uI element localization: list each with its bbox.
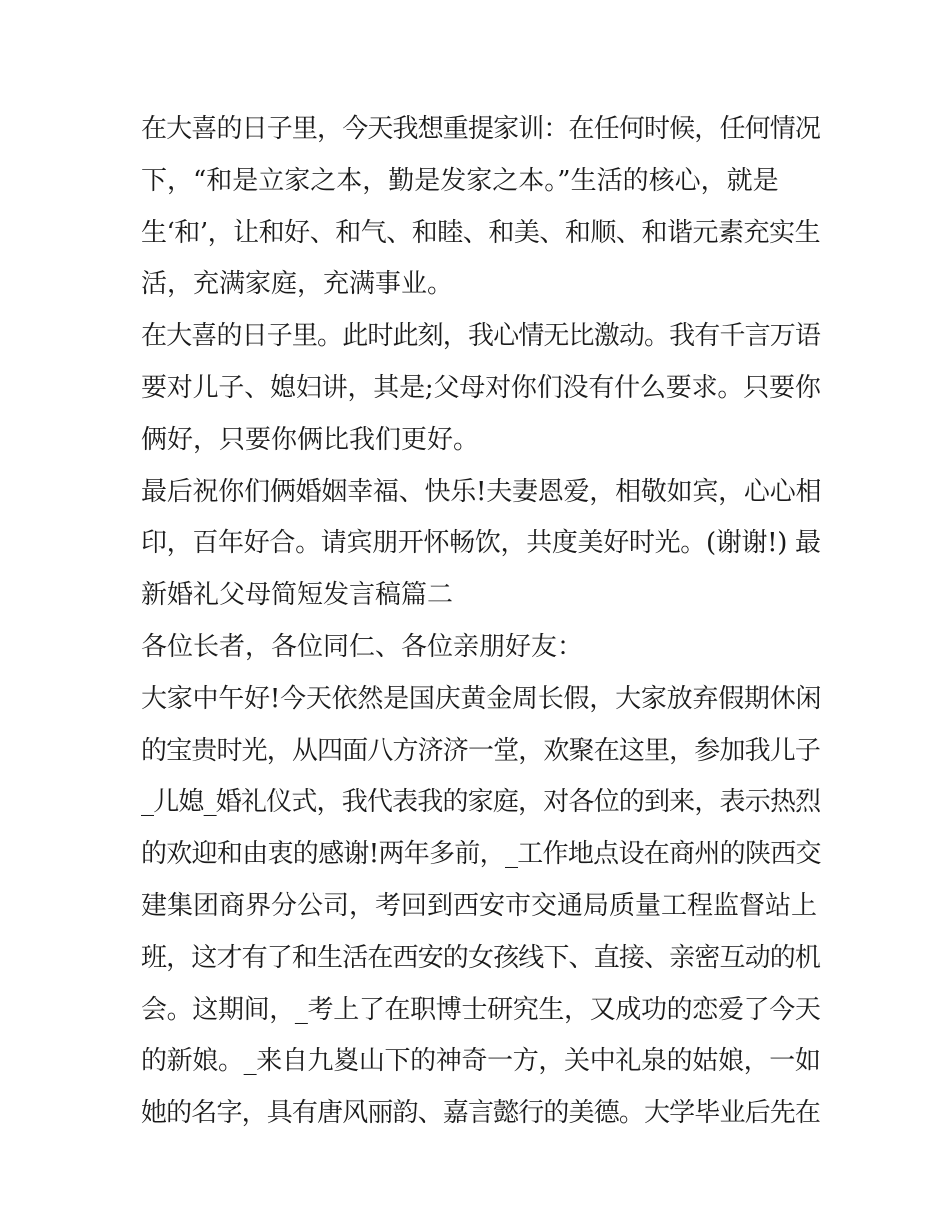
text-line-13: 的宝贵时光，从四面八方济济一堂，欢聚在这里，参加我儿子 (141, 735, 821, 766)
text-line-12: 大家中午好!今天依然是国庆黄金周长假，大家放弃假期休闲 (141, 683, 822, 714)
text-line-8: 最后祝你们俩婚姻幸福、快乐!夫妻恩爱，相敬如宾，心心相 (141, 476, 822, 507)
text-line-16: 建集团商界分公司，考回到西安市交通局质量工程监督站上 (141, 890, 818, 921)
text-line-14: _儿媳_婚礼仪式，我代表我的家庭，对各位的到来，表示热烈 (141, 787, 821, 818)
text-line-3: 生‘和’，让和好、和气、和睦、和美、和顺、和谐元素充实生 (141, 217, 821, 248)
section-heading: 新婚礼父母简短发言稿篇二 (141, 580, 454, 611)
text-line-1: 在大喜的日子里，今天我想重提家训：在任何时候，任何情况 (141, 114, 821, 144)
text-line-2: 下，“和是立家之本，勤是发家之本。”生活的核心，就是 (141, 165, 779, 196)
text-line-4: 活，充满家庭，充满事业。 (141, 269, 454, 300)
text-line-20: 她的名字，具有唐风丽韵、嘉言懿行的美德。大学毕业后先在 (141, 1098, 821, 1129)
text-line-18: 会。这期间，_考上了在职博士研究生，又成功的恋爱了今天 (141, 994, 821, 1025)
text-line-15: 的欢迎和由衷的感谢!两年多前，_工作地点设在商州的陕西交 (141, 839, 821, 870)
text-line-17: 班，这才有了和生活在西安的女孩线下、直接、亲密互动的机 (141, 942, 821, 973)
text-line-7: 俩好，只要你俩比我们更好。 (141, 424, 480, 455)
text-line-19: 的新娘。_来自九嵏山下的神奇一方，关中礼泉的姑娘，一如 (141, 1046, 821, 1077)
text-line-5: 在大喜的日子里。此时此刻，我心情无比激动。我有千言万语 (141, 321, 821, 352)
document-body (141, 104, 821, 1140)
salutation-line: 各位长者，各位同仁、各位亲朋好友： (141, 631, 584, 662)
text-line-6: 要对儿子、媳妇讲，其是;父母对你们没有什么要求。只要你 (141, 372, 821, 403)
text-line-9: 印，百年好合。请宾朋开怀畅饮，共度美好时光。(谢谢!) 最 (141, 528, 821, 559)
